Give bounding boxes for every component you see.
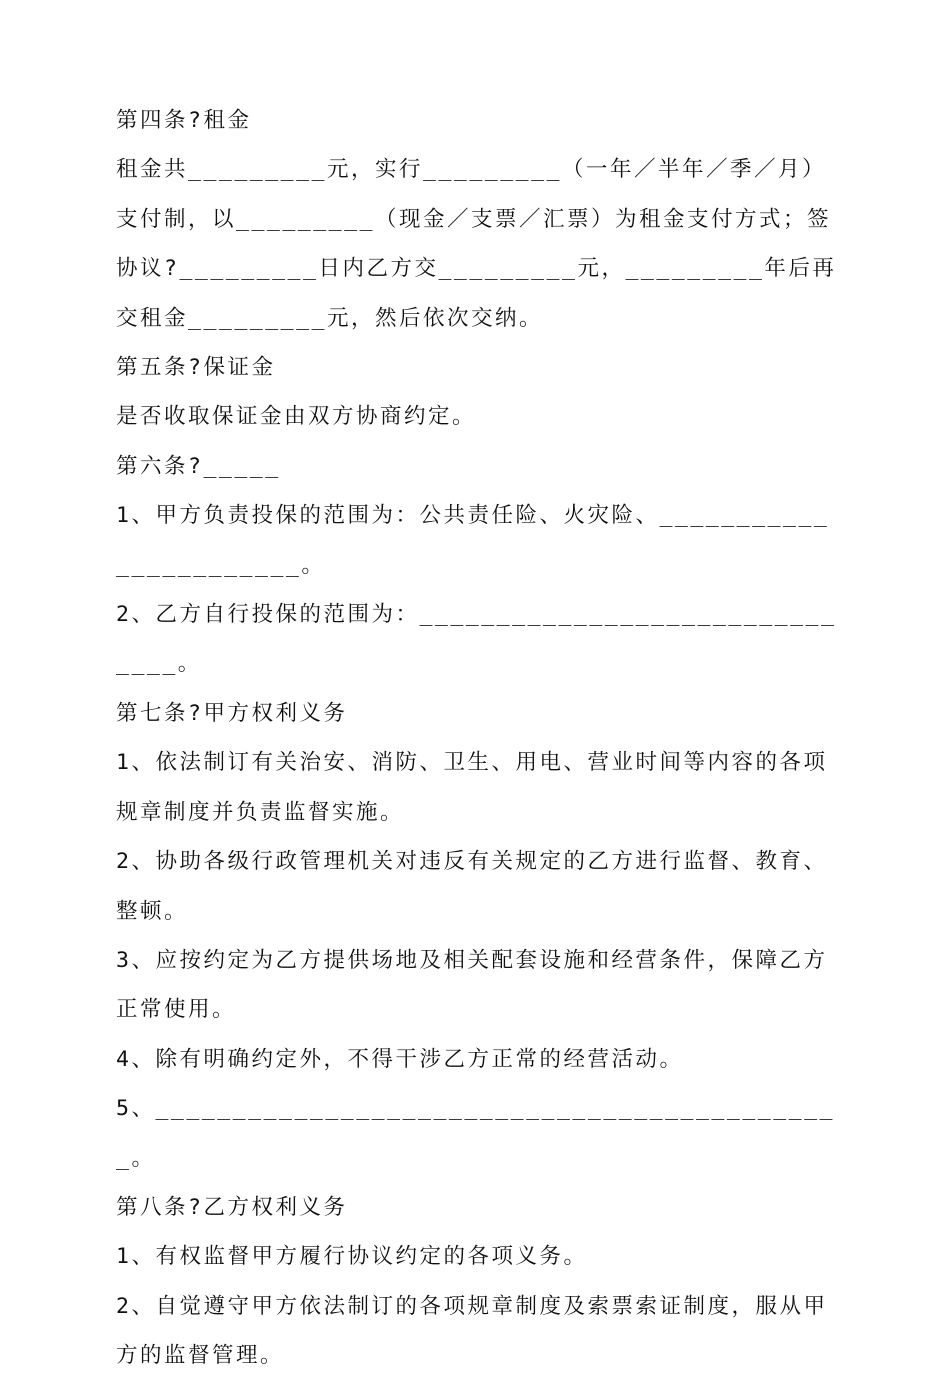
party-b-right-1: 1、有权监督甲方履行协议约定的各项义务。 bbox=[116, 1244, 588, 1270]
insurance-clause-2: 2、乙方自行投保的范围为：_______________________________。 bbox=[116, 602, 837, 677]
heading-article-5: 第五条?保证金 bbox=[116, 355, 276, 381]
party-a-duty-3: 3、应按约定为乙方提供场地及相关配套设施和经营条件，保障乙方正常使用。 bbox=[116, 947, 828, 1023]
party-a-duty-1: 1、依法制订有关治安、消防、卫生、用电、营业时间等内容的各项规章制度并负责监督实施。 bbox=[116, 750, 828, 825]
rent-clause: 租金共_________元，实行_________（一年／半年／季／月）支付制，以_________（现金／支票／汇票）为租金支付方式；签协议?_________日内乙方交_________元，_________年后再交租金_________元，然后依次交纳。 bbox=[116, 157, 837, 331]
heading-article-8: 第八条?乙方权利义务 bbox=[116, 1194, 348, 1220]
heading-article-4: 第四条?租金 bbox=[116, 108, 252, 133]
deposit-clause: 是否收取保证金由双方协商约定。 bbox=[116, 404, 477, 430]
party-a-duty-2: 2、协助各级行政管理机关对违反有关规定的乙方进行监督、教育、整顿。 bbox=[116, 849, 828, 924]
heading-article-7: 第七条?甲方权利义务 bbox=[116, 700, 348, 726]
document-body bbox=[116, 96, 842, 1381]
party-a-duty-5: 5、_____________________________________________。 bbox=[116, 1096, 835, 1171]
party-b-right-2: 2、自觉遵守甲方依法制订的各项规章制度及索票索证制度，服从甲方的监督管理。 bbox=[116, 1293, 828, 1369]
party-a-duty-4: 4、除有明确约定外，不得干涉乙方正常的经营活动。 bbox=[116, 1046, 684, 1072]
heading-article-6: 第六条?_____ bbox=[116, 453, 281, 479]
insurance-clause-1: 1、甲方负责投保的范围为：公共责任险、火灾险、_______________________。 bbox=[116, 503, 830, 578]
